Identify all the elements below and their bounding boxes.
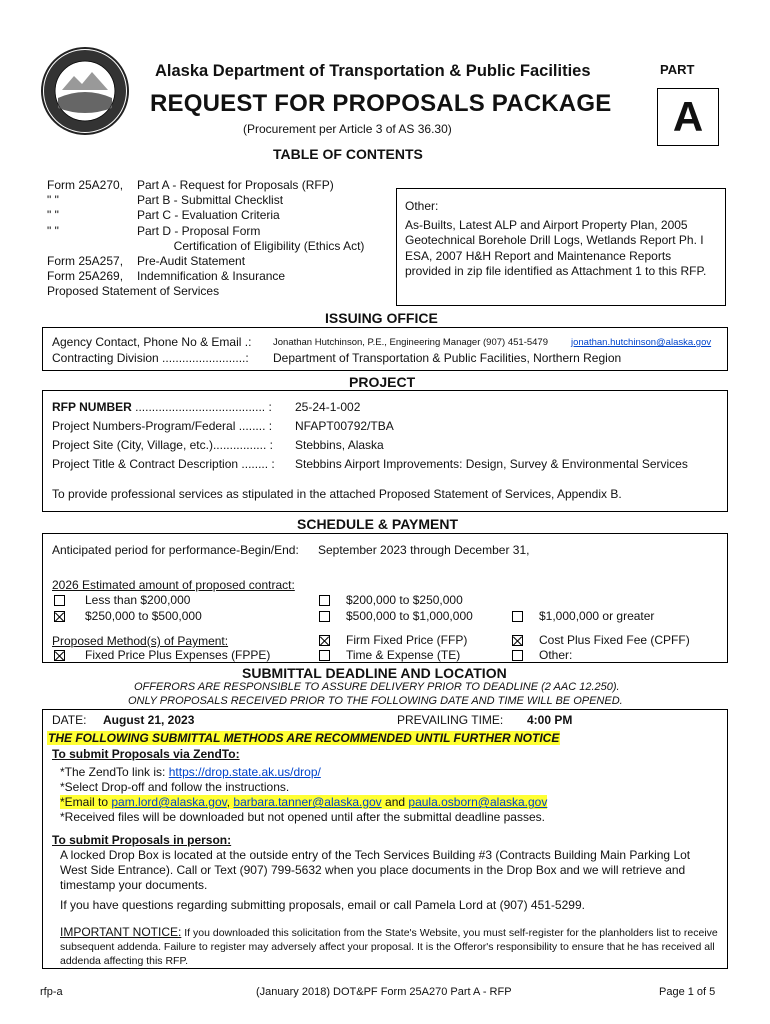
toc-item: Indemnification & Insurance [137,269,286,284]
toc-item: Part C - Evaluation Criteria [137,208,280,223]
method-option: Fixed Price Plus Expenses (FPPE) [85,648,271,662]
amount-label: 2026 Estimated amount of proposed contract: [52,578,295,592]
project-numbers-value: NFAPT00792/TBA [295,419,394,433]
page-subtitle: (Procurement per Article 3 of AS 36.30) [243,122,452,136]
time-label: PREVAILING TIME: [397,713,504,727]
method-checkbox-te[interactable] [319,650,330,661]
zendto-line-2: *Select Drop-off and follow the instructions. [60,780,290,794]
footer-page-number: Page 1 of 5 [659,986,716,998]
footer-left: rfp-a [40,986,63,998]
toc-heading: TABLE OF CONTENTS [273,146,423,162]
questions-text: If you have questions regarding submitting proposals, email or call Pamela Lord at (907) 451-5299. [60,898,585,912]
zendto-email-line: *Email to pam.lord@alaska.gov, barbara.tanner@alaska.gov and paula.osborn@alaska.gov [60,795,548,809]
method-checkbox-ffp[interactable] [319,635,330,646]
time-value: 4:00 PM [527,713,573,727]
toc-form: " " [47,223,59,238]
schedule-heading: SCHEDULE & PAYMENT [297,516,459,532]
project-title-value: Stebbins Airport Improvements: Design, Survey & Environmental Services [295,457,688,471]
zendto-line-1: *The ZendTo link is: https://drop.state.ak.us/drop/ [60,765,321,779]
project-site-value: Stebbins, Alaska [295,438,384,452]
method-checkbox-cpff[interactable] [512,635,523,646]
email-link-tanner[interactable]: barbara.tanner@alaska.gov [233,795,382,809]
amount-checkbox-500k-1m[interactable] [319,611,330,622]
amount-checkbox-250k-500k[interactable] [54,611,65,622]
amount-checkbox-200k-250k[interactable] [319,595,330,606]
page-title: REQUEST FOR PROPOSALS PACKAGE [150,90,612,117]
amount-option: $1,000,000 or greater [539,609,655,623]
department-name: Alaska Department of Transportation & Public Facilities [155,62,591,80]
method-option: Cost Plus Fixed Fee (CPFF) [539,633,690,647]
date-label: DATE: [52,713,87,727]
rfp-number-value: 25-24-1-002 [295,400,361,414]
email-link-lord[interactable]: pam.lord@alaska.gov [111,795,227,809]
email-link-osborn[interactable]: paula.osborn@alaska.gov [408,795,548,809]
method-checkbox-other[interactable] [512,650,523,661]
schedule-box [42,533,728,663]
method-checkbox-fppe[interactable] [54,650,65,661]
state-seal-logo [40,46,130,136]
zendto-line-4: *Received files will be downloaded but not opened until after the submittal deadline passes. [60,810,545,824]
footer-center: (January 2018) DOT&PF Form 25A270 Part A - RFP [256,986,512,998]
project-numbers-label: Project Numbers-Program/Federal ........ : [52,419,273,433]
issuing-heading: ISSUING OFFICE [325,310,438,326]
contact-email-link[interactable]: jonathan.hutchinson@alaska.gov [571,337,712,348]
issuing-box [42,327,728,371]
method-option: Other: [539,648,573,662]
method-label: Proposed Method(s) of Payment: [52,634,229,648]
contact-label: Agency Contact, Phone No & Email .: [52,335,252,349]
zendto-heading: To submit Proposals via ZendTo: [52,747,240,761]
project-purpose: To provide professional services as stipulated in the attached Proposed Statement of Services, Appendix B. [52,487,622,501]
recommended-banner: THE FOLLOWING SUBMITTAL METHODS ARE RECOMMENDED UNTIL FURTHER NOTICE [48,731,560,745]
deadline-note-2: ONLY PROPOSALS RECEIVED PRIOR TO THE FOLLOWING DATE AND TIME WILL BE OPENED. [128,695,623,707]
zendto-link[interactable]: https://drop.state.ak.us/drop/ [168,765,321,779]
toc-form: " " [47,208,59,223]
period-label: Anticipated period for performance-Begin/End: [52,543,299,557]
period-value: September 2023 through December 31, [318,543,530,557]
important-notice: IMPORTANT NOTICE: If you downloaded this solicitation from the State's Website, you must self-register for the planholders list to receive subsequent addenda. Failure to register may adversely affect your proposal. It is the Offeror's responsibility to ensure that he has received all addenda affecting this RFP. [60,925,718,967]
amount-option: $250,000 to $500,000 [85,609,202,623]
method-option: Firm Fixed Price (FFP) [346,633,468,647]
project-site-label: Project Site (City, Village, etc.)................ : [52,438,273,452]
amount-checkbox-over-1m[interactable] [512,611,523,622]
toc-item: Part A - Request for Proposals (RFP) [137,178,334,192]
toc-item: Part B - Submittal Checklist [137,193,284,208]
toc-form: Form 25A270, [47,178,124,192]
other-box [396,188,726,306]
amount-option: Less than $200,000 [85,593,191,607]
other-label: Other: [405,199,439,213]
part-letter-box [657,88,719,146]
part-letter: A [672,93,704,140]
project-title-label: Project Title & Contract Description ........ : [52,457,275,471]
toc-item: Part D - Proposal Form [137,223,261,238]
in-person-text: A locked Drop Box is located at the outside entry of the Tech Services Building #3 (Contracts Building Main Parking Lot West Side Entrance). Call or Text (907) 799-5632 when you place documents in the Drop Box and we will retrieve and timestamp your documents. [60,848,691,892]
method-option: Time & Expense (TE) [346,648,461,662]
rfp-number-label: RFP NUMBER ....................................... : [52,400,272,414]
deadline-note-1: OFFERORS ARE RESPONSIBLE TO ASSURE DELIVERY PRIOR TO DEADLINE (2 AAC 12.250). [134,681,620,693]
toc-form: Form 25A257, [47,253,124,268]
toc-item: Certification of Eligibility (Ethics Act) [137,238,365,253]
toc-form: Proposed Statement of Services [47,284,220,299]
part-label: PART [660,62,695,77]
toc-item: Pre-Audit Statement [137,253,246,268]
deadline-heading: SUBMITTAL DEADLINE AND LOCATION [242,665,507,681]
contact-value: Jonathan Hutchinson, P.E., Engineering Manager (907) 451-5479 [273,337,548,348]
division-value: Department of Transportation & Public Facilities, Northern Region [273,351,622,365]
date-value: August 21, 2023 [103,713,195,727]
other-text: As-Builts, Latest ALP and Airport Property Plan, 2005 Geotechnical Borehole Drill Logs, Wetlands Report Ph. I ESA, 2007 H&H Report and Maintenance Reports provided in zip file identified as Attachment 1 to this RFP. [405,217,707,278]
toc-form: " " [47,193,59,208]
division-label: Contracting Division .........................: [52,351,249,365]
amount-option: $200,000 to $250,000 [346,593,463,607]
project-box [42,390,728,512]
toc-form: Form 25A269, [47,269,124,284]
amount-option: $500,000 to $1,000,000 [346,609,473,623]
amount-checkbox-less-200k[interactable] [54,595,65,606]
project-heading: PROJECT [349,374,416,390]
in-person-heading: To submit Proposals in person: [52,833,232,847]
